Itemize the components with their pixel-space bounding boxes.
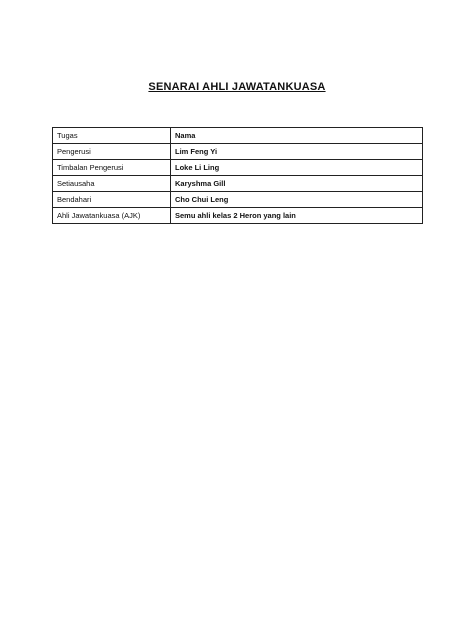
name-cell: Cho Chui Leng — [171, 192, 423, 208]
role-cell: Setiausaha — [53, 176, 171, 192]
table-row — [53, 144, 423, 160]
name-cell: Lim Feng Yi — [171, 144, 423, 160]
column-header-name: Nama — [171, 128, 423, 144]
role-cell: Pengerusi — [53, 144, 171, 160]
table-row — [53, 160, 423, 176]
page-title: SENARAI AHLI JAWATANKUASA — [148, 81, 326, 93]
name-cell: Loke Li Ling — [171, 160, 423, 176]
role-cell: Ahli Jawatankuasa (AJK) — [53, 208, 171, 224]
committee-table — [52, 127, 423, 224]
name-cell: Semu ahli kelas 2 Heron yang lain — [171, 208, 423, 224]
column-header-role: Tugas — [53, 128, 171, 144]
table-row — [53, 192, 423, 208]
table-row — [53, 176, 423, 192]
table-header-row — [53, 128, 423, 144]
role-cell: Bendahari — [53, 192, 171, 208]
name-cell: Karyshma Gill — [171, 176, 423, 192]
role-cell: Timbalan Pengerusi — [53, 160, 171, 176]
table-row — [53, 208, 423, 224]
